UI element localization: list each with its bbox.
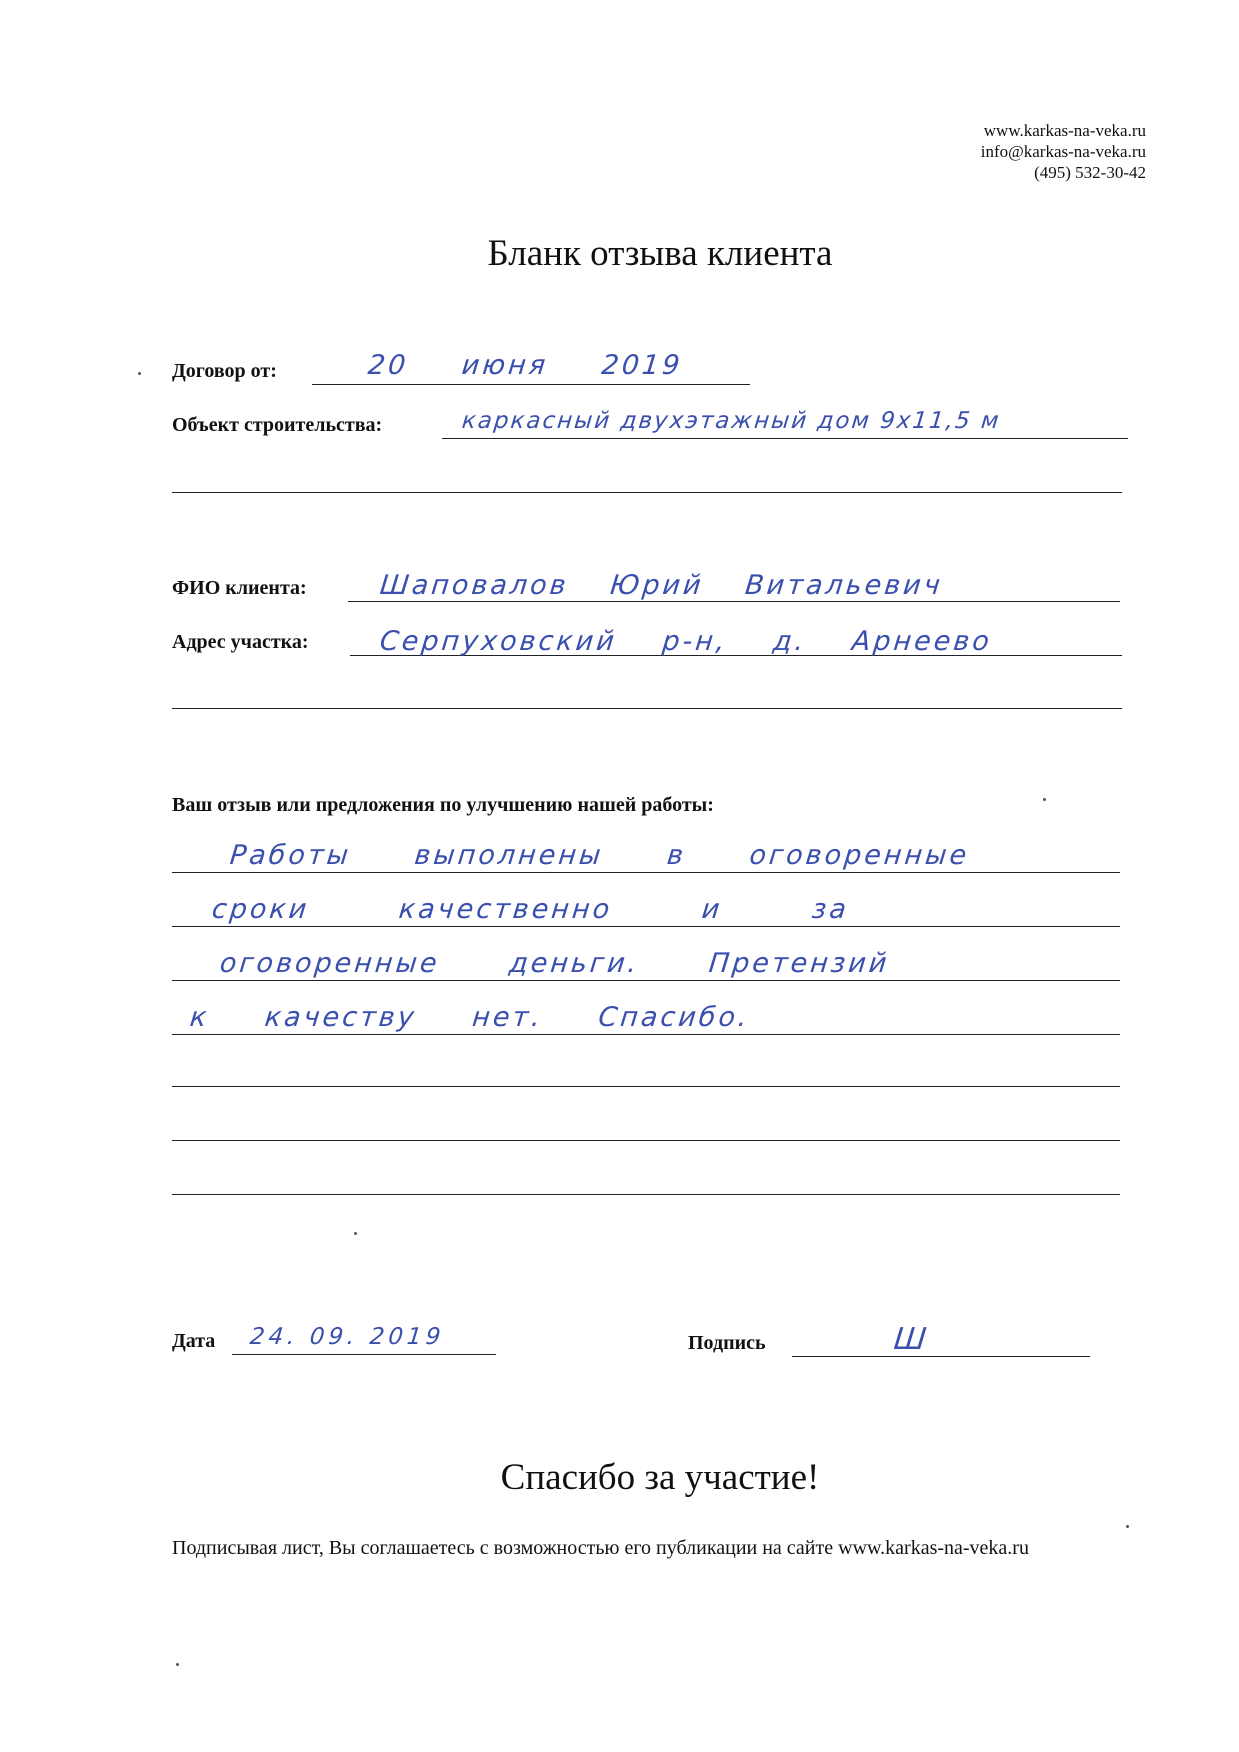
object-value: каркасный двухэтажный дом 9х11,5 м [460, 408, 1002, 434]
feedback-line-1 [172, 872, 1120, 873]
website-link[interactable]: www.karkas-na-veka.ru [983, 121, 1146, 140]
signature-label: Подпись [688, 1332, 766, 1354]
email-link[interactable]: info@karkas-na-veka.ru [980, 142, 1146, 161]
form-title: Бланк отзыва клиента [487, 233, 833, 274]
feedback-text-1: Работы выполнены в оговоренные [228, 840, 971, 871]
address-label: Адрес участка: [172, 631, 309, 653]
thanks-heading: Спасибо за участие! [500, 1457, 820, 1498]
phone-number: (495) 532-30-42 [1034, 163, 1146, 182]
feedback-line-6 [172, 1140, 1120, 1141]
client-label: ФИО клиента: [172, 577, 307, 599]
address-line-2 [172, 708, 1122, 709]
object-line [442, 438, 1128, 439]
address-value: Серпуховский р-н, д. Арнеево [378, 626, 994, 657]
scan-speck [1043, 798, 1046, 801]
object-label: Объект строительства: [172, 414, 383, 436]
date-line [232, 1354, 496, 1355]
scan-speck [176, 1663, 179, 1666]
feedback-line-2 [172, 926, 1120, 927]
date-value: 24. 09. 2019 [248, 1324, 446, 1350]
feedback-text-3: оговоренные деньги. Претензий [218, 948, 892, 979]
scan-speck [354, 1232, 357, 1235]
scan-speck [1126, 1525, 1129, 1528]
date-label: Дата [172, 1330, 216, 1352]
signature-value: Ш [892, 1322, 931, 1357]
feedback-line-5 [172, 1086, 1120, 1087]
feedback-text-2: сроки качественно и за [210, 894, 851, 925]
signature-line [792, 1356, 1090, 1357]
contract-line [312, 384, 750, 385]
object-line-2 [172, 492, 1122, 493]
contact-block [981, 120, 1146, 183]
contract-value: 20 июня 2019 [366, 350, 685, 381]
consent-text: Подписывая лист, Вы соглашаетесь с возможностью его публикации на сайте www.karkas-na-veka.ru [172, 1537, 1029, 1559]
client-line [348, 601, 1120, 602]
client-value: Шаповалов Юрий Витальевич [378, 570, 945, 601]
feedback-line-3 [172, 980, 1120, 981]
feedback-text-4: к качеству нет. Спасибо. [188, 1002, 752, 1033]
scan-speck [138, 372, 141, 375]
feedback-line-7 [172, 1194, 1120, 1195]
feedback-label: Ваш отзыв или предложения по улучшению нашей работы: [172, 794, 714, 816]
contract-label: Договор от: [172, 360, 277, 382]
feedback-line-4 [172, 1034, 1120, 1035]
